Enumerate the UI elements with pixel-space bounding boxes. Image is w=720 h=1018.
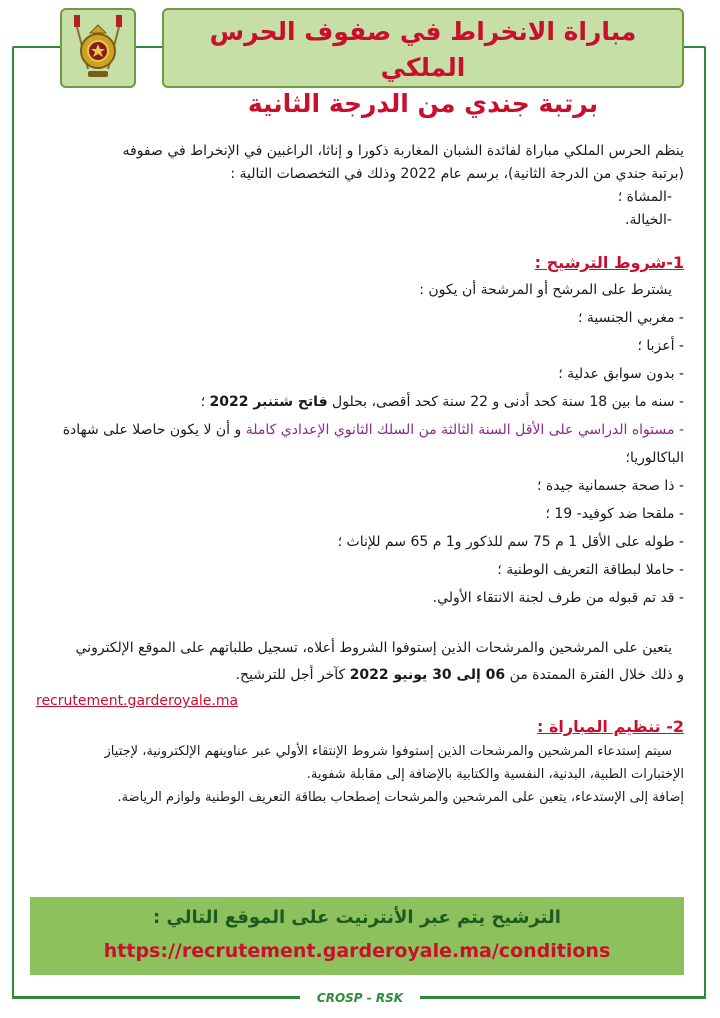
application-callout: [30, 897, 684, 975]
footer: [0, 988, 720, 1008]
condition-item: - أعزبا ؛: [637, 338, 684, 354]
conditions-lead: يشترط على المرشح أو المرشحة أن يكون :: [419, 282, 672, 298]
condition-item: - مغربي الجنسية ؛: [577, 310, 684, 326]
announcement-body: [36, 134, 684, 809]
education-rest: و أن لا يكون حاصلا على شهادة: [62, 422, 246, 438]
condition-item: - ملقحا ضد كوفيد- 19 ؛: [545, 506, 684, 522]
footer-rule-left: [12, 997, 300, 999]
education-line-2: الباكالوريا؛: [625, 450, 684, 466]
registration-link[interactable]: recrutement.garderoyale.ma: [36, 693, 239, 709]
title-banner: [162, 8, 684, 118]
registration-end: كآخر أجل للترشيح.: [235, 667, 350, 683]
royal-guard-emblem-icon: [68, 13, 128, 83]
condition-item-age: [36, 388, 684, 416]
intro-line-2: (برتبة جندي من الدرجة الثانية)، برسم عام 2022 وذلك في التخصصات التالية :: [230, 166, 684, 182]
condition-item-education: [36, 416, 684, 444]
age-text: - سنه ما بين 18 سنة كحد أدنى و 22 سنة كحد أقصى، بحلول: [327, 394, 684, 410]
condition-item: - طوله على الأقل 1 م 75 سم للذكور و1 م 65 سم للإناث ؛: [337, 534, 684, 550]
specialty-item: -المشاة ؛: [617, 189, 672, 205]
registration-line-2: [36, 662, 684, 709]
callout-url-link[interactable]: https://recrutement.garderoyale.ma/conditions: [103, 940, 611, 962]
page-subtitle: برتبة جندي من الدرجة الثانية: [247, 89, 599, 118]
emblem-box: [60, 8, 136, 88]
registration-dates: 06 إلى 30 يونيو 2022: [349, 667, 506, 683]
section-2-heading: 2- تنظيم المباراة :: [537, 717, 684, 736]
condition-item: - حاملا لبطاقة التعريف الوطنية ؛: [497, 562, 684, 578]
footer-rule-right: [420, 997, 706, 999]
condition-item: - قد تم قبوله من طرف لجنة الانتقاء الأولي.: [432, 590, 684, 606]
page-title: مباراة الانخراط في صفوف الحرس الملكي: [209, 17, 637, 82]
registration-mid: و ذلك خلال الفترة الممتدة من: [505, 667, 684, 683]
age-deadline: فاتح شتنبر 2022: [209, 394, 328, 410]
registration-line-1: يتعين على المرشحين والمرشحات الذين إستوفوا الشروط أعلاه، تسجيل طلباتهم على الموقع الإلكتروني: [75, 640, 672, 656]
callout-title: الترشيح يتم عبر الأنترنيت على الموقع التالي :: [153, 907, 561, 928]
footer-signature: CROSP - RSK: [300, 988, 420, 1008]
organization-line-2: الإختبارات الطبية، البدنية، النفسية والكتابية بالإضافة إلى مقابلة شفوية.: [306, 767, 684, 782]
condition-item: - ذا صحة جسمانية جيدة ؛: [537, 478, 684, 494]
organization-line-1: سيتم إستدعاء المرشحين والمرشحات الذين إستوفوا شروط الإنتقاء الأولي عبر عناوينهم الإلكترونية، لإجتياز: [104, 744, 672, 759]
condition-item: - بدون سوابق عدلية ؛: [558, 366, 684, 382]
age-suffix: ؛: [200, 394, 210, 410]
intro-line-1: ينظم الحرس الملكي مباراة لفائدة الشبان المغاربة ذكورا و إناثا، الراغبين في الإنخراط في صفوفه: [122, 143, 684, 159]
organization-line-3: إضافة إلى الإستدعاء، يتعين على المرشحين والمرشحات إصطحاب بطاقة التعريف الوطنية ولوازم الرياضة.: [117, 790, 684, 805]
education-requirement: - مستواه الدراسي على الأقل السنة الثالثة من السلك الثانوي الإعدادي كاملة: [245, 422, 684, 438]
section-1-heading: 1-شروط الترشيح :: [534, 253, 684, 272]
specialty-item: -الخيالة.: [625, 212, 672, 228]
